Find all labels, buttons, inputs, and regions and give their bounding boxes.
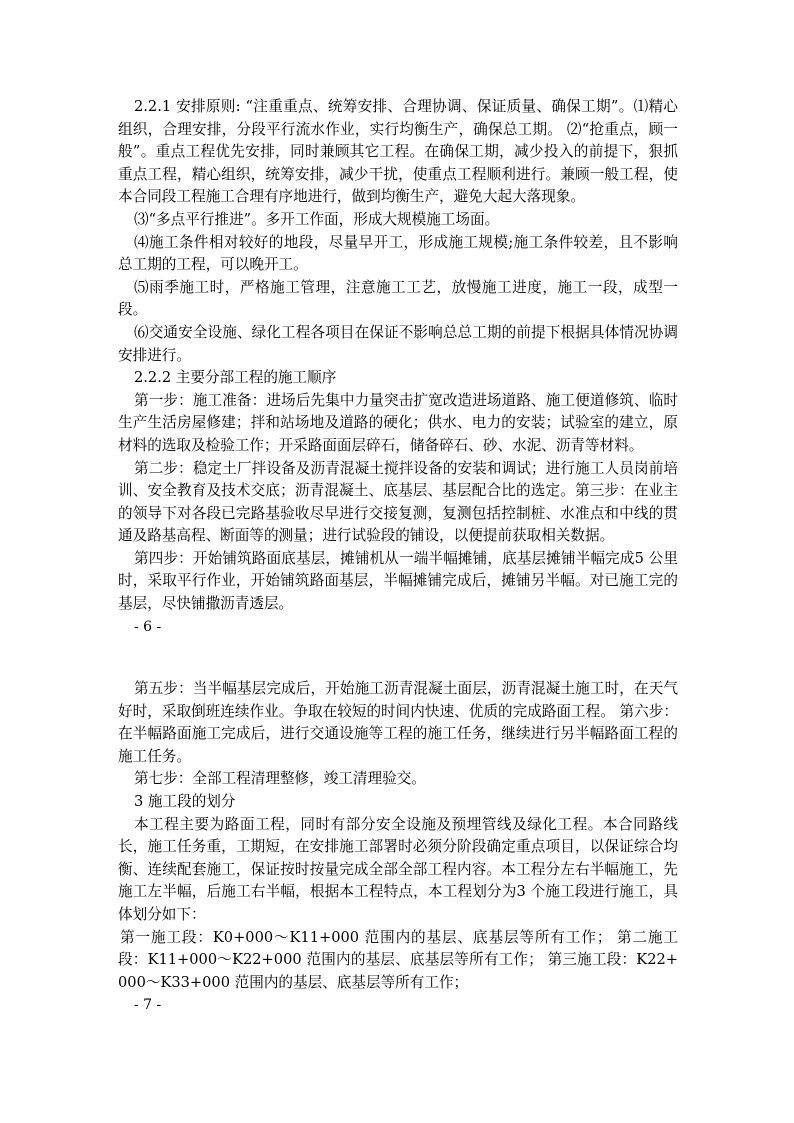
paragraph-sections-overview: 本工程主要为路面工程，同时有部分安全设施及预埋管线及绿化工程。本合同路线长，施工任务重，工期短，在安排施工部署时必须分阶段确定重点项目，以保证综合均衡、连续配套施工，保证按时按量完成全部全部工程内容。本工程分左右半幅施工，先施工左半幅，后施工右半幅，根据本工程特点，本工程划分为3 个施工段进行施工，具体划分如下： — [118, 815, 678, 923]
paragraph-section-ranges: 第一施工段：K0+000～K11+000 范围内的基层、底基层等所有工作； 第二施工段：K11+000～K22+000 范围内的基层、底基层等所有工作； 第三施工段：K22+000～K33+000 范围内的基层、底基层等所有工作； — [118, 928, 678, 991]
page-7-content — [118, 678, 678, 1017]
section-heading-construction-sections: 3 施工段的划分 — [134, 792, 236, 810]
paragraph-step-five-six: 第五步：当半幅基层完成后，开始施工沥青混凝土面层，沥青混凝土施工时，在天气好时，采取倒班连续作业。争取在较短的时间内快速、优质的完成路面工程。 第六步：在半幅路面施工完成后，进行交通设施等工程的施工任务，继续进行另半幅路面工程的施工任务。 — [118, 680, 678, 765]
paragraph-arrangement-principle: 2.2.1 安排原则: “注重重点、统筹安排、合理协调、保证质量、确保工期”。⑴精心组织，合理安排，分段平行流水作业，实行均衡生产，确保总工期。 ⑵“抢重点，顾一般”。重点工程优先安排，同时兼顾其它工程。在确保工期，减少投入的前提下，狠抓重点工程，精心组织，统筹安排，减少干扰，使重点工程顺利进行。兼顾一般工程，使本合同段工程施工合理有序地进行，做到均衡生产，避免大起大落现象。 — [118, 98, 678, 206]
page-number: - 7 - — [134, 997, 162, 1014]
paragraph-step-seven: 第七步：全部工程清理整修，竣工清理验交。 — [134, 770, 426, 788]
paragraph-early-start: ⑷施工条件相对较好的地段，尽量早开工，形成施工规模;施工条件较差，且不影响总工期的工程，可以晚开工。 — [118, 233, 678, 274]
page-number: - 6 - — [134, 618, 162, 635]
paragraph-rainy-season: ⑸雨季施工时，严格施工管理，注意施工工艺，放慢施工进度，施工一段，成型一段。 — [118, 278, 678, 319]
paragraph-step-four: 第四步：开始铺筑路面底基层，摊铺机从一端半幅摊铺，底基层摊铺半幅完成5 公里时，采取平行作业，开始铺筑路面基层，半幅摊铺完成后，摊铺另半幅。对已施工完的基层，尽快铺撒沥青透层。 — [118, 549, 678, 613]
paragraph-step-two-three: 第二步：稳定土厂拌设备及沥青混凝土搅拌设备的安装和调试；进行施工人员岗前培训、安全教育及技术交底；沥青混凝土、底基层、基层配合比的选定。第三步：在业主的领导下对各段已完路基验收尽早进行交接复测，复测包括控制桩、水准点和中线的贯通及路基高程、断面等的测量；进行试验段的铺设，以便提前获取相关数据。 — [118, 459, 678, 545]
paragraph-multi-point: ⑶“多点平行推进”。多开工作面，形成大规模施工场面。 — [134, 210, 500, 228]
paragraph-step-one: 第一步：施工准备：进场后先集中力量突击扩宽改造进场道路、施工便道修筑、临时生产生活房屋修建；拌和站场地及道路的硬化；供水、电力的安装；试验室的建立，原材料的选取及检验工作；开采路面面层碎石，储备碎石、砂、水泥、沥青等材料。 — [118, 391, 678, 454]
paragraph-safety-greening: ⑹交通安全设施、绿化工程各项目在保证不影响总总工期的前提下根据具体情况协调安排进行。 — [118, 323, 678, 364]
page-6-content — [118, 96, 678, 638]
section-heading-construction-order: 2.2.2 主要分部工程的施工顺序 — [134, 369, 337, 387]
